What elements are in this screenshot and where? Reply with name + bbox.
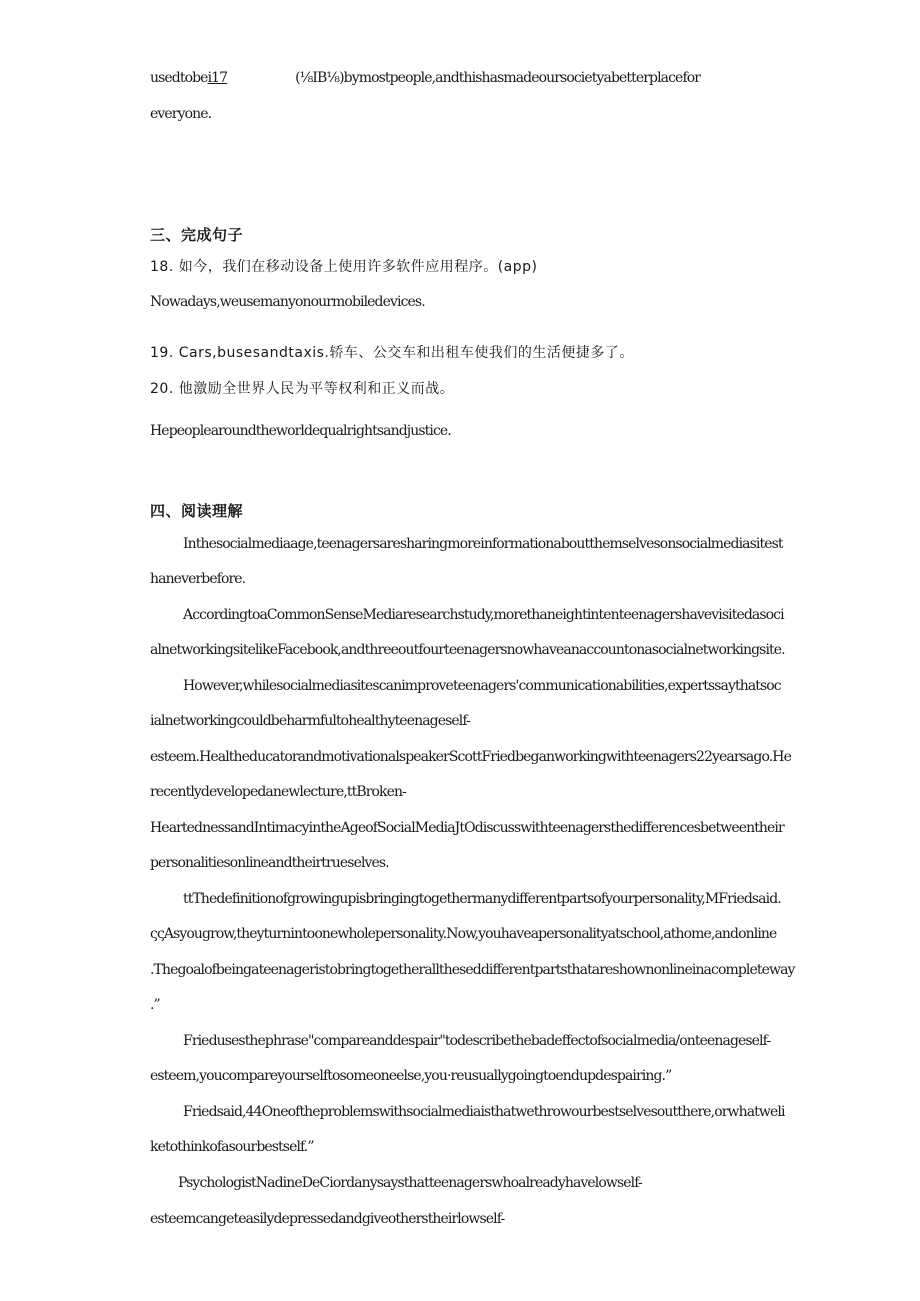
question-18: 18. 如今，我们在移动设备上使用许多软件应用程序。(app) xyxy=(150,259,538,275)
passage-line: esteem,youcompareyourselftosomeoneelse,you·reusuallygoingtoendupdespairing.” xyxy=(150,1068,672,1084)
question-20: 20. 他激励全世界人民为平等权利和正义而战。 xyxy=(150,381,455,397)
section-3-title: 三、完成句子 xyxy=(150,226,244,244)
blank-answer-17: i17 xyxy=(207,70,228,86)
passage-line: Friedsaid,44Oneoftheproblemswithsocialmediaisthatwethrowourbestselvesoutthere,orwhatweli xyxy=(183,1104,785,1120)
text-line xyxy=(150,69,700,87)
passage-line: .Thegoalofbeingateenageristobringtogetheralltheseddifferentpartsthatareshownonlineinacompleteway xyxy=(150,962,795,978)
passage-line: haneverbefore. xyxy=(150,571,246,587)
passage-line: ςςAsyougrow,theyturnintoonewholepersonality.Now,youhaveapersonalityatschool,athome,andonline xyxy=(150,926,777,942)
section-4-title: 四、阅读理解 xyxy=(150,502,244,520)
passage-line: ketothinkofasourbestself.” xyxy=(150,1139,314,1155)
text-line: everyone. xyxy=(150,106,212,122)
passage-line: .” xyxy=(150,997,160,1013)
text-fragment: usedtobe xyxy=(150,70,208,86)
question-18-sentence: Nowadays,weusemanyonourmobiledevices. xyxy=(150,294,425,310)
passage-line: ialnetworkingcouldbeharmfultohealthyteenageself- xyxy=(150,713,470,729)
passage-line: alnetworkingsitelikeFacebook,andthreeoutfourteenagersnowhaveanaccountonasocialnetworkingsite. xyxy=(150,642,785,658)
passage-line: PsychologistNadineDeCiordanysaysthatteenagerswhoalreadyhavelowself- xyxy=(178,1175,642,1191)
text-fragment: (⅛IB⅛)bymostpeople,andthishasmadeoursocietyabetterplacefor xyxy=(295,70,701,86)
passage-line: esteem.HealtheducatorandmotivationalspeakerScottFriedbeganworkingwithteenagers22yearsago.He xyxy=(150,749,791,765)
passage-line: esteemcangeteasilydepressedandgiveotherstheirlowself- xyxy=(150,1211,505,1227)
passage-line: recentlydevelopedanewlecture,ttBroken- xyxy=(150,784,406,800)
question-20-sentence: Hepeoplearoundtheworldequalrightsandjustice. xyxy=(150,423,451,439)
passage-line: AccordingtoaCommonSenseMediaresearchstudy,morethaneightintenteenagershavevisitedasoci xyxy=(183,607,784,623)
passage-line: HeartednessandIntimacyintheAgeofSocialMediaJtOdiscusswithteenagersthedifferencesbetweentheir xyxy=(150,820,784,836)
passage-line: personalitiesonlineandtheirtrueselves. xyxy=(150,855,389,871)
passage-line: Inthesocialmediaage,teenagersaresharingmoreinformationaboutthemselvesonsocialmediasitest xyxy=(183,536,783,552)
question-19: 19. Cars,busesandtaxis.轿车、公交车和出租车使我们的生活便捷多了。 xyxy=(150,345,634,361)
passage-line: ttThedefinitionofgrowingupisbringingtogethermanydifferentpartsofyourpersonality,MFriedsaid. xyxy=(183,891,781,907)
passage-line: However,whilesocialmediasitescanimproveteenagers'communicationabilities,expertssaythatsoc xyxy=(183,678,781,694)
passage-line: Friedusesthephrase"compareanddespair"todescribethebadeffectofsocialmedia/onteenageself- xyxy=(183,1033,771,1049)
